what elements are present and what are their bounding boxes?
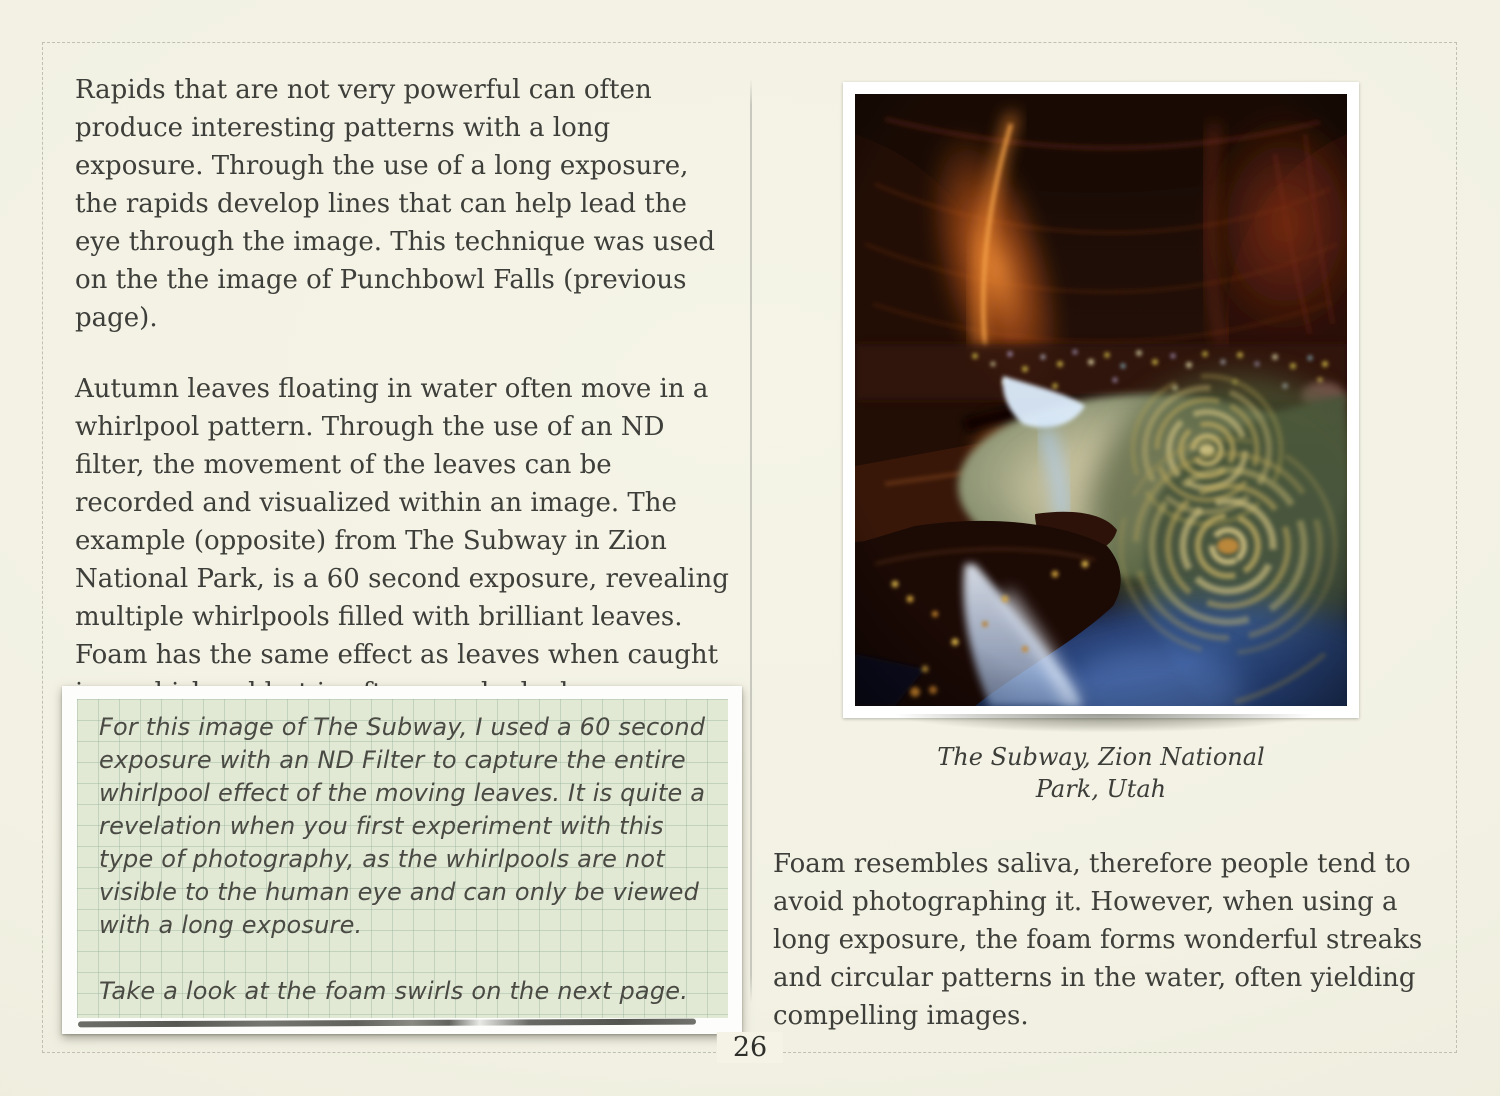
page-number: 26 [717,1032,783,1063]
note-grid-paper [77,699,728,1018]
caption-line-2: Park, Utah [1035,775,1167,803]
right-text-column [773,845,1449,1035]
subway-photo [855,94,1347,706]
photo-shadow [846,714,1362,740]
note-paragraph-exposure: For this image of The Subway, I used a 60 second exposure with an ND Filter to capture the entire whirlpool effect of the moving leaves. It is quite a revelation when you first experiment with this type of photography, as the whirlpools are not visible to the human eye and can only be viewed with a long exposure. [99,713,706,939]
note-card [62,686,742,1034]
note-torn-edge [78,1019,696,1028]
photo-caption [843,741,1359,805]
subway-photo-frame [843,82,1359,718]
body-paragraph-foam: Foam resembles saliva, therefore people tend to avoid photographing it. However, when using a long exposure, the foam forms wonderful streaks and circular patterns in the water, often yielding compelling images. [773,849,1423,1031]
note-paragraph-next-page: Take a look at the foam swirls on the next page. [99,977,689,1005]
caption-line-1: The Subway, Zion National [937,743,1265,771]
column-divider [750,78,752,1003]
left-text-column [75,71,735,712]
body-paragraph-rapids: Rapids that are not very powerful can often produce interesting patterns with a long exposure. Through the use of a long exposure, the rapids develop lines that can help lead the eye through the image. This technique was used on the the image of Punchbowl Falls (previous page). [75,75,716,333]
body-paragraph-leaves: Autumn leaves floating in water often move in a whirlpool pattern. Through the use of an ND filter, the movement of the leaves can be recorded and visualized within an image. The example (opposite) from The Subway in Zion National Park, is a 60 second exposure, revealing multiple whirlpools filled with brilliant leaves. Foam has the same effect as leaves when caught [75,374,729,670]
